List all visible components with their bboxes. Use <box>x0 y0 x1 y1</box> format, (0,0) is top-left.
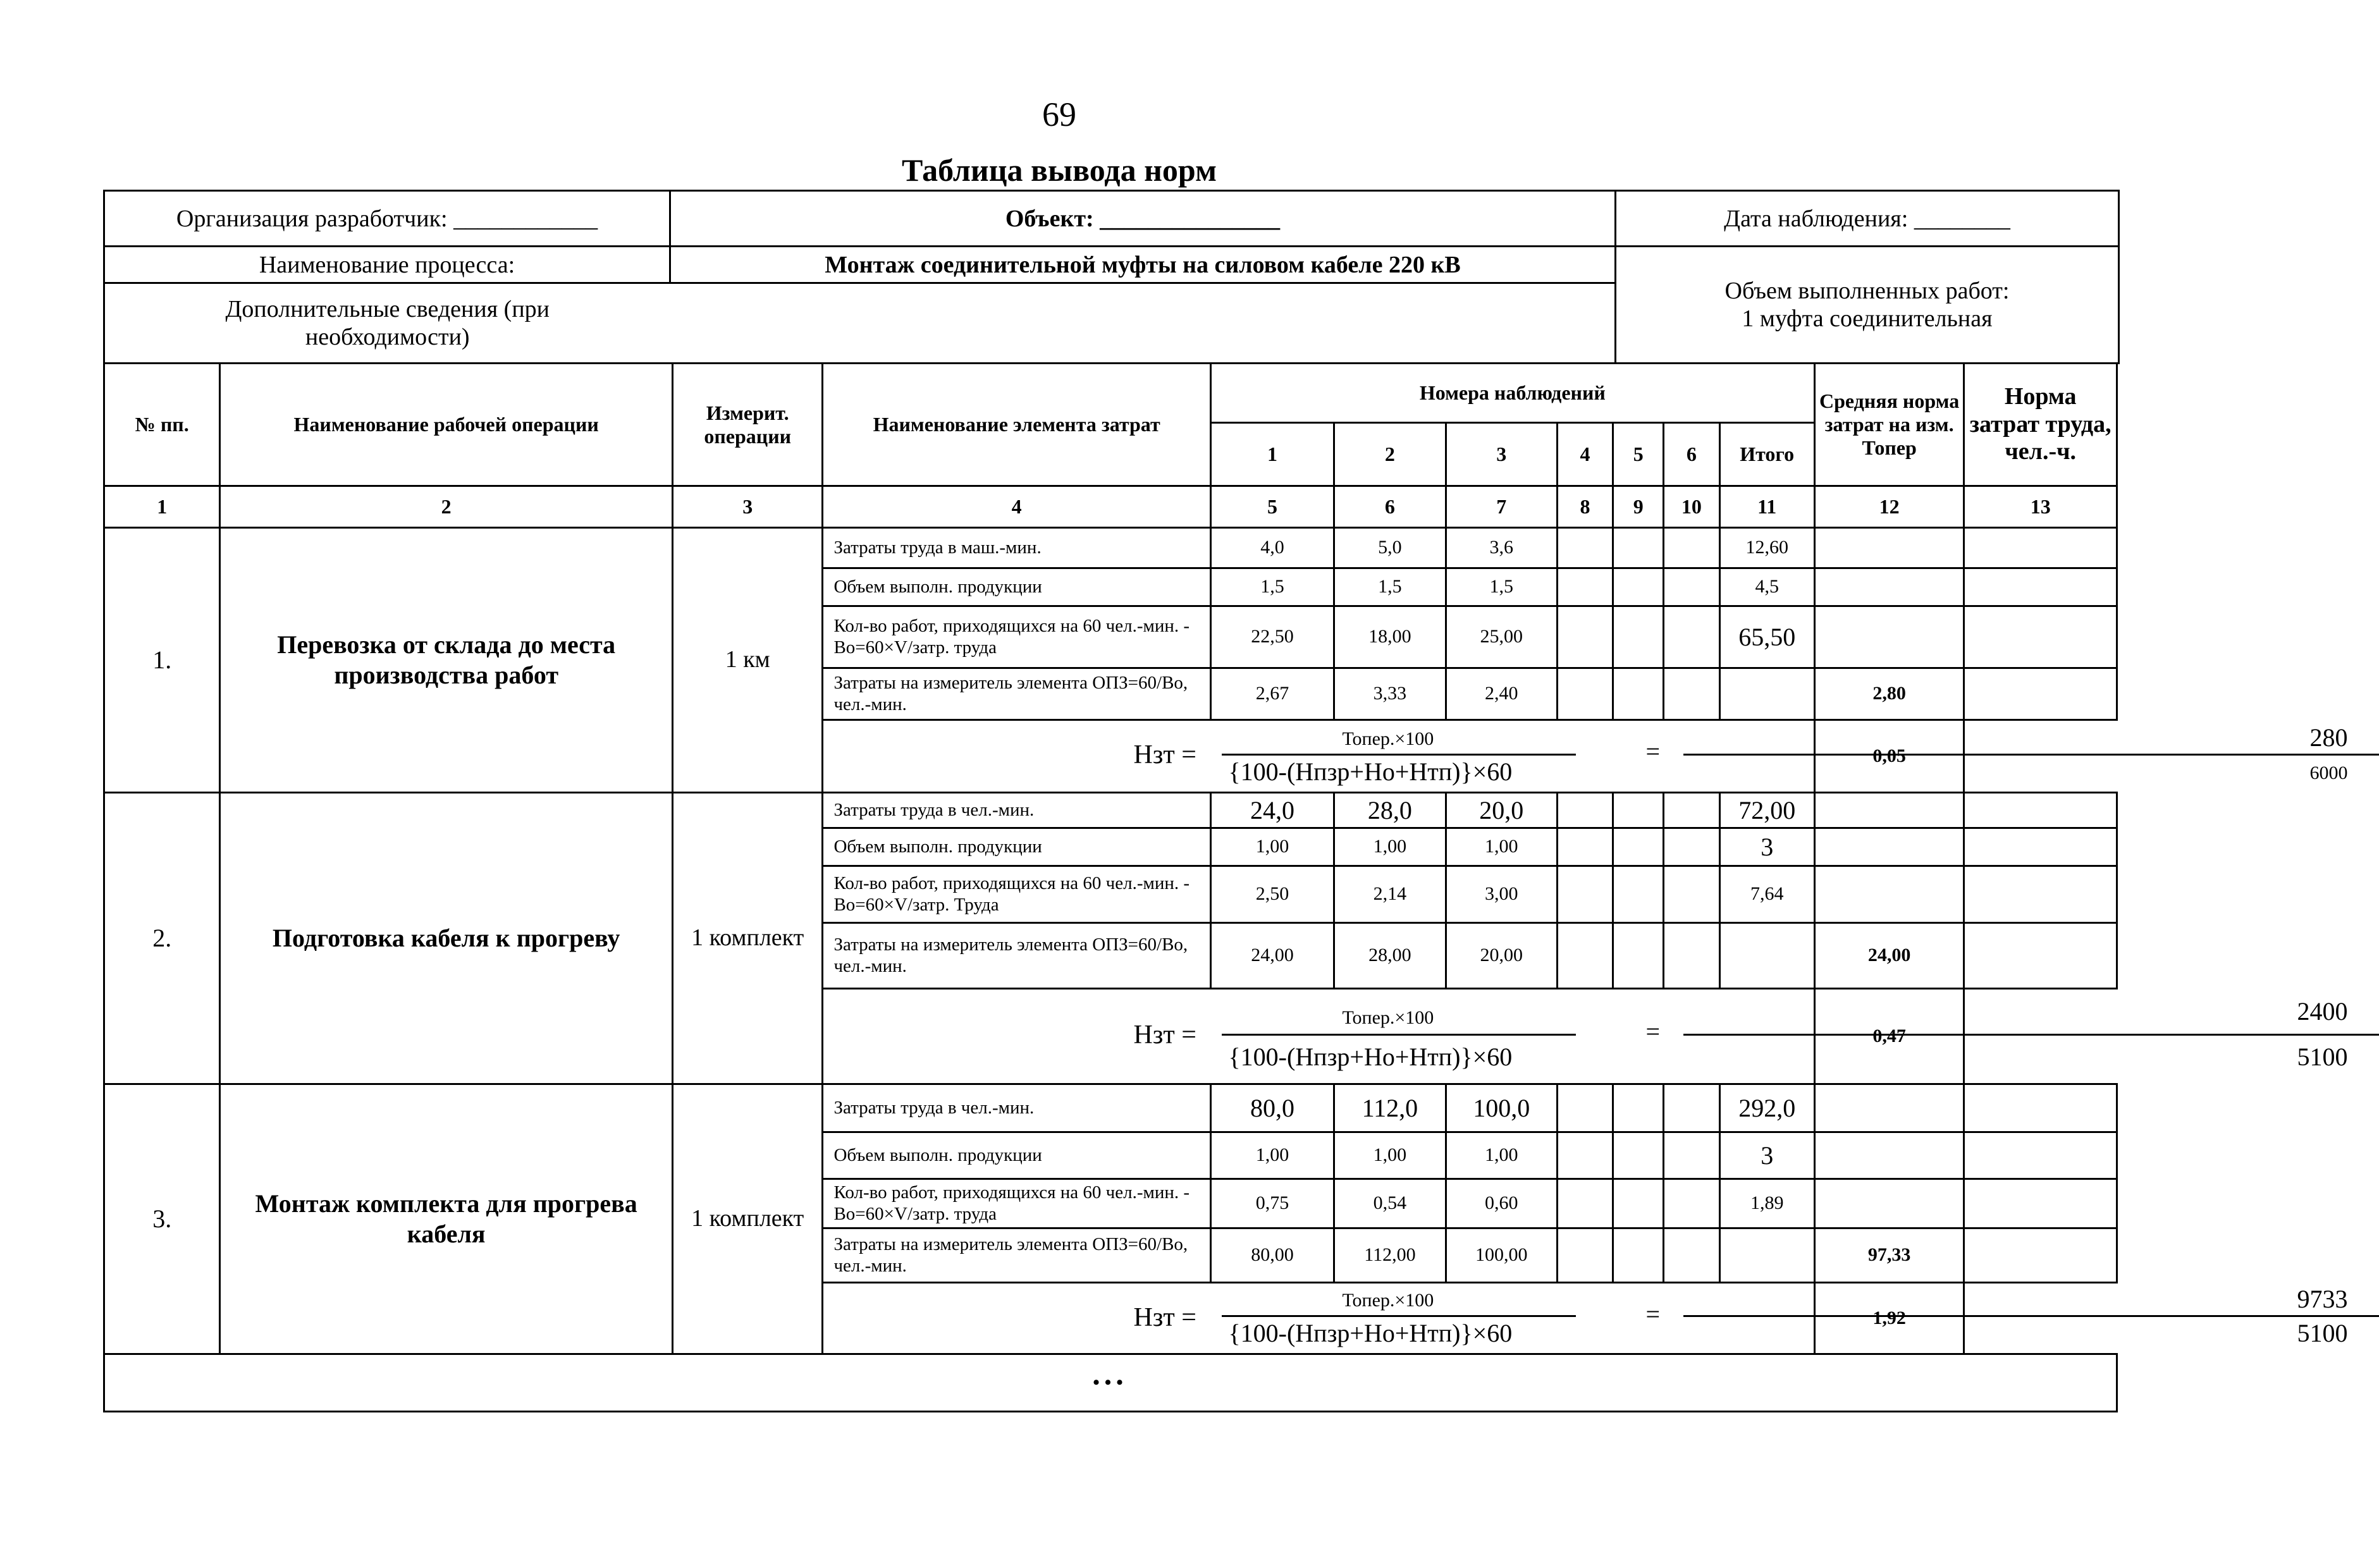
col-norm-header: Норма затрат труда, чел.-ч. <box>1964 364 2117 486</box>
obs-value <box>1557 568 1613 606</box>
obs-value: 112,0 <box>1334 1084 1446 1132</box>
observation-date: Дата наблюдения: ________ <box>1616 191 2119 247</box>
obs-total: 292,0 <box>1719 1084 1814 1132</box>
formula-label: Нзт = <box>1133 1303 1196 1332</box>
obs-value: 24,00 <box>1210 923 1334 989</box>
obs-value <box>1664 606 1719 668</box>
obs-value: 2,14 <box>1334 866 1446 923</box>
obs-value <box>1557 866 1613 923</box>
work-volume-label: Объем выполненных работ: <box>1724 278 2010 304</box>
avg-value <box>1814 828 1964 866</box>
norm-value: 0,47 <box>1814 989 1964 1084</box>
obs-value: 28,0 <box>1334 793 1446 828</box>
obs-4-header: 4 <box>1557 423 1613 486</box>
obs-value <box>1613 866 1664 923</box>
col-number: 3 <box>672 486 823 528</box>
element-name: Затраты на измеритель элемента ОПЗ=60/Во, чел.-мин. <box>823 923 1210 989</box>
obs-total <box>1719 1228 1814 1283</box>
obs-value: 1,00 <box>1210 828 1334 866</box>
obs-value: 100,0 <box>1446 1084 1557 1132</box>
formula-denominator: 5100 <box>2297 1319 2348 1347</box>
obs-value: 2,40 <box>1446 668 1557 720</box>
obs-value: 1,5 <box>1210 568 1334 606</box>
obs-value: 1,00 <box>1334 1132 1446 1179</box>
formula-label: Нзт = <box>1133 1020 1196 1050</box>
formula-line <box>1683 1315 2379 1317</box>
obs-value <box>1613 568 1664 606</box>
col-operation-header: Наименование рабочей операции <box>220 364 673 486</box>
obs-value: 1,00 <box>1446 1132 1557 1179</box>
col-number: 5 <box>1210 486 1334 528</box>
formula-bottom: {100-(Нпзр+Но+Нтп)}×60 <box>1228 757 1513 786</box>
obs-value <box>1664 568 1719 606</box>
obs-value <box>1613 1132 1664 1179</box>
obs-value: 3,00 <box>1446 866 1557 923</box>
obs-value <box>1557 606 1613 668</box>
continuation-ellipsis: ••• <box>104 1354 2117 1412</box>
obs-6-header: 6 <box>1664 423 1719 486</box>
op-number: 2. <box>104 793 220 1084</box>
obs-value <box>1613 923 1664 989</box>
norm-blank <box>1964 793 2117 828</box>
obs-total <box>1719 668 1814 720</box>
obs-value: 5,0 <box>1334 528 1446 568</box>
obs-1-header: 1 <box>1210 423 1334 486</box>
obs-value: 28,00 <box>1334 923 1446 989</box>
obs-value <box>1664 1179 1719 1228</box>
obs-total: 7,64 <box>1719 866 1814 923</box>
avg-value: 24,00 <box>1814 923 1964 989</box>
element-name: Затраты труда в чел.-мин. <box>823 793 1210 828</box>
obs-value <box>1664 1228 1719 1283</box>
formula-numerator: 9733 <box>2297 1285 2348 1313</box>
obs-value: 2,67 <box>1210 668 1334 720</box>
avg-value <box>1814 793 1964 828</box>
op-unit: 1 км <box>672 528 823 793</box>
obs-value: 1,00 <box>1210 1132 1334 1179</box>
process-name-label: Наименование процесса: <box>104 247 670 283</box>
avg-value <box>1814 866 1964 923</box>
norm-blank <box>1964 1179 2117 1228</box>
obs-value: 0,60 <box>1446 1179 1557 1228</box>
formula-bottom: {100-(Нпзр+Но+Нтп)}×60 <box>1228 1319 1513 1347</box>
op-number: 1. <box>104 528 220 793</box>
obs-value: 0,75 <box>1210 1179 1334 1228</box>
obs-value <box>1664 528 1719 568</box>
col-no-header: № пп. <box>104 364 220 486</box>
avg-value <box>1814 1179 1964 1228</box>
element-name: Затраты на измеритель элемента ОПЗ=60/Во, чел.-мин. <box>823 668 1210 720</box>
process-name-value: Монтаж соединительной муфты на силовом кабеле 220 кВ <box>670 247 1616 283</box>
obs-value: 25,00 <box>1446 606 1557 668</box>
col-number: 1 <box>104 486 220 528</box>
element-name: Кол-во работ, приходящихся на 60 чел.-мин. - Во=60×V/затр. труда <box>823 1179 1210 1228</box>
additional-info-blank <box>670 283 1616 364</box>
norms-table <box>103 362 2348 1412</box>
obs-value <box>1664 668 1719 720</box>
obs-value: 80,00 <box>1210 1228 1334 1283</box>
col-unit-header: Измерит. операции <box>672 364 823 486</box>
col-number: 2 <box>220 486 673 528</box>
obs-value <box>1557 528 1613 568</box>
obs-value <box>1613 528 1664 568</box>
formula-label: Нзт = <box>1133 740 1196 769</box>
norm-blank <box>1964 606 2117 668</box>
col-element-header: Наименование элемента затрат <box>823 364 1210 486</box>
col-number: 4 <box>823 486 1210 528</box>
obs-value <box>1557 1084 1613 1132</box>
col-number: 11 <box>1719 486 1814 528</box>
col-number: 12 <box>1814 486 1964 528</box>
formula-equals: = <box>1645 1017 1661 1046</box>
obs-value <box>1557 828 1613 866</box>
obs-value: 24,0 <box>1210 793 1334 828</box>
op-number: 3. <box>104 1084 220 1354</box>
element-name: Затраты на измеритель элемента ОПЗ=60/Во, чел.-мин. <box>823 1228 1210 1283</box>
obs-value <box>1664 1084 1719 1132</box>
formula-top: Топер.×100 <box>1342 1290 1434 1311</box>
obs-value: 20,00 <box>1446 923 1557 989</box>
col-number: 10 <box>1664 486 1719 528</box>
norm-value: 1,92 <box>1814 1283 1964 1354</box>
formula-denominator: 5100 <box>2297 1043 2348 1071</box>
obs-total: 4,5 <box>1719 568 1814 606</box>
formula-line <box>1222 1034 1576 1036</box>
obs-value: 1,00 <box>1446 828 1557 866</box>
obs-value <box>1613 668 1664 720</box>
obs-value <box>1664 793 1719 828</box>
obs-value: 20,0 <box>1446 793 1557 828</box>
norm-blank <box>1964 1132 2117 1179</box>
obs-value <box>1664 866 1719 923</box>
work-volume-value: 1 муфта соединительная <box>1742 305 1993 332</box>
obs-value <box>1664 828 1719 866</box>
col-number: 6 <box>1334 486 1446 528</box>
obs-value <box>1613 1228 1664 1283</box>
element-name: Затраты труда в маш.-мин. <box>823 528 1210 568</box>
obs-value: 4,0 <box>1210 528 1334 568</box>
col-number: 13 <box>1964 486 2117 528</box>
obs-value <box>1664 923 1719 989</box>
avg-value <box>1814 528 1964 568</box>
obs-3-header: 3 <box>1446 423 1557 486</box>
avg-value <box>1814 568 1964 606</box>
col-avg-header: Средняя норма затрат на изм. Топер <box>1814 364 1964 486</box>
norm-blank <box>1964 528 2117 568</box>
obs-value: 0,54 <box>1334 1179 1446 1228</box>
obs-value <box>1613 828 1664 866</box>
avg-value <box>1814 1132 1964 1179</box>
object-field: Объект: _______________ <box>670 191 1616 247</box>
formula-equals: = <box>1645 1300 1661 1328</box>
obs-value <box>1613 606 1664 668</box>
obs-total: 1,89 <box>1719 1179 1814 1228</box>
element-name: Объем выполн. продукции <box>823 1132 1210 1179</box>
element-name: Объем выполн. продукции <box>823 828 1210 866</box>
col-number: 8 <box>1557 486 1613 528</box>
avg-value <box>1814 1084 1964 1132</box>
formula-line <box>1222 1315 1576 1317</box>
op-name: Перевозка от склада до места производства работ <box>220 528 673 793</box>
norm-blank <box>1964 1228 2117 1283</box>
obs-value <box>1557 793 1613 828</box>
obs-value: 3,6 <box>1446 528 1557 568</box>
obs-value <box>1557 1132 1613 1179</box>
op-unit: 1 комплект <box>672 793 823 1084</box>
obs-value <box>1557 668 1613 720</box>
norm-blank <box>1964 568 2117 606</box>
element-name: Кол-во работ, приходящихся на 60 чел.-мин. - Во=60×V/затр. труда <box>823 606 1210 668</box>
page-number: 69 <box>1042 95 1076 133</box>
col-number: 7 <box>1446 486 1557 528</box>
obs-total <box>1719 923 1814 989</box>
formula-top: Топер.×100 <box>1342 728 1434 749</box>
obs-total: 72,00 <box>1719 793 1814 828</box>
obs-value <box>1613 1179 1664 1228</box>
norm-blank <box>1964 923 2117 989</box>
op-name: Монтаж комплекта для прогрева кабеля <box>220 1084 673 1354</box>
additional-info: Дополнительные сведения (при необходимости) <box>104 283 670 364</box>
avg-value: 2,80 <box>1814 668 1964 720</box>
obs-value: 3,33 <box>1334 668 1446 720</box>
obs-total: 3 <box>1719 828 1814 866</box>
page-title: Таблица вывода норм <box>902 152 1217 188</box>
obs-value: 1,5 <box>1446 568 1557 606</box>
formula-line <box>1683 754 2379 756</box>
obs-value <box>1613 1084 1664 1132</box>
obs-value <box>1613 793 1664 828</box>
formula-numerator: 2400 <box>2297 997 2348 1026</box>
norm-value: 0,05 <box>1814 720 1964 793</box>
element-name: Кол-во работ, приходящихся на 60 чел.-мин. - Во=60×V/затр. Труда <box>823 866 1210 923</box>
avg-value <box>1814 606 1964 668</box>
formula-top: Топер.×100 <box>1342 1007 1434 1028</box>
formula-numerator: 280 <box>2309 723 2348 752</box>
formula-line <box>1683 1034 2379 1036</box>
obs-5-header: 5 <box>1613 423 1664 486</box>
op-name: Подготовка кабеля к прогреву <box>220 793 673 1084</box>
obs-total: 12,60 <box>1719 528 1814 568</box>
col-observations-header: Номера наблюдений <box>1210 364 1814 423</box>
header-table <box>103 190 2120 364</box>
org-developer: Организация разработчик: ____________ <box>104 191 670 247</box>
avg-value: 97,33 <box>1814 1228 1964 1283</box>
obs-value: 1,5 <box>1334 568 1446 606</box>
element-name: Объем выполн. продукции <box>823 568 1210 606</box>
norm-blank <box>1964 668 2117 720</box>
obs-value: 1,00 <box>1334 828 1446 866</box>
obs-value: 18,00 <box>1334 606 1446 668</box>
norm-blank <box>1964 1084 2117 1132</box>
obs-total: 65,50 <box>1719 606 1814 668</box>
norm-blank <box>1964 828 2117 866</box>
op-unit: 1 комплект <box>672 1084 823 1354</box>
obs-value <box>1557 1179 1613 1228</box>
obs-value: 2,50 <box>1210 866 1334 923</box>
obs-value: 112,00 <box>1334 1228 1446 1283</box>
obs-2-header: 2 <box>1334 423 1446 486</box>
formula-line <box>1222 754 1576 756</box>
norm-blank <box>1964 866 2117 923</box>
formula-denominator: 6000 <box>2309 763 2348 783</box>
obs-value <box>1557 923 1613 989</box>
obs-value: 100,00 <box>1446 1228 1557 1283</box>
element-name: Затраты труда в чел.-мин. <box>823 1084 1210 1132</box>
obs-value: 80,0 <box>1210 1084 1334 1132</box>
work-volume <box>1616 247 2119 364</box>
col-number: 9 <box>1613 486 1664 528</box>
obs-value: 22,50 <box>1210 606 1334 668</box>
formula-bottom: {100-(Нпзр+Но+Нтп)}×60 <box>1228 1043 1513 1071</box>
formula-equals: = <box>1645 737 1661 766</box>
obs-value <box>1664 1132 1719 1179</box>
obs-total-header: Итого <box>1719 423 1814 486</box>
obs-total: 3 <box>1719 1132 1814 1179</box>
obs-value <box>1557 1228 1613 1283</box>
